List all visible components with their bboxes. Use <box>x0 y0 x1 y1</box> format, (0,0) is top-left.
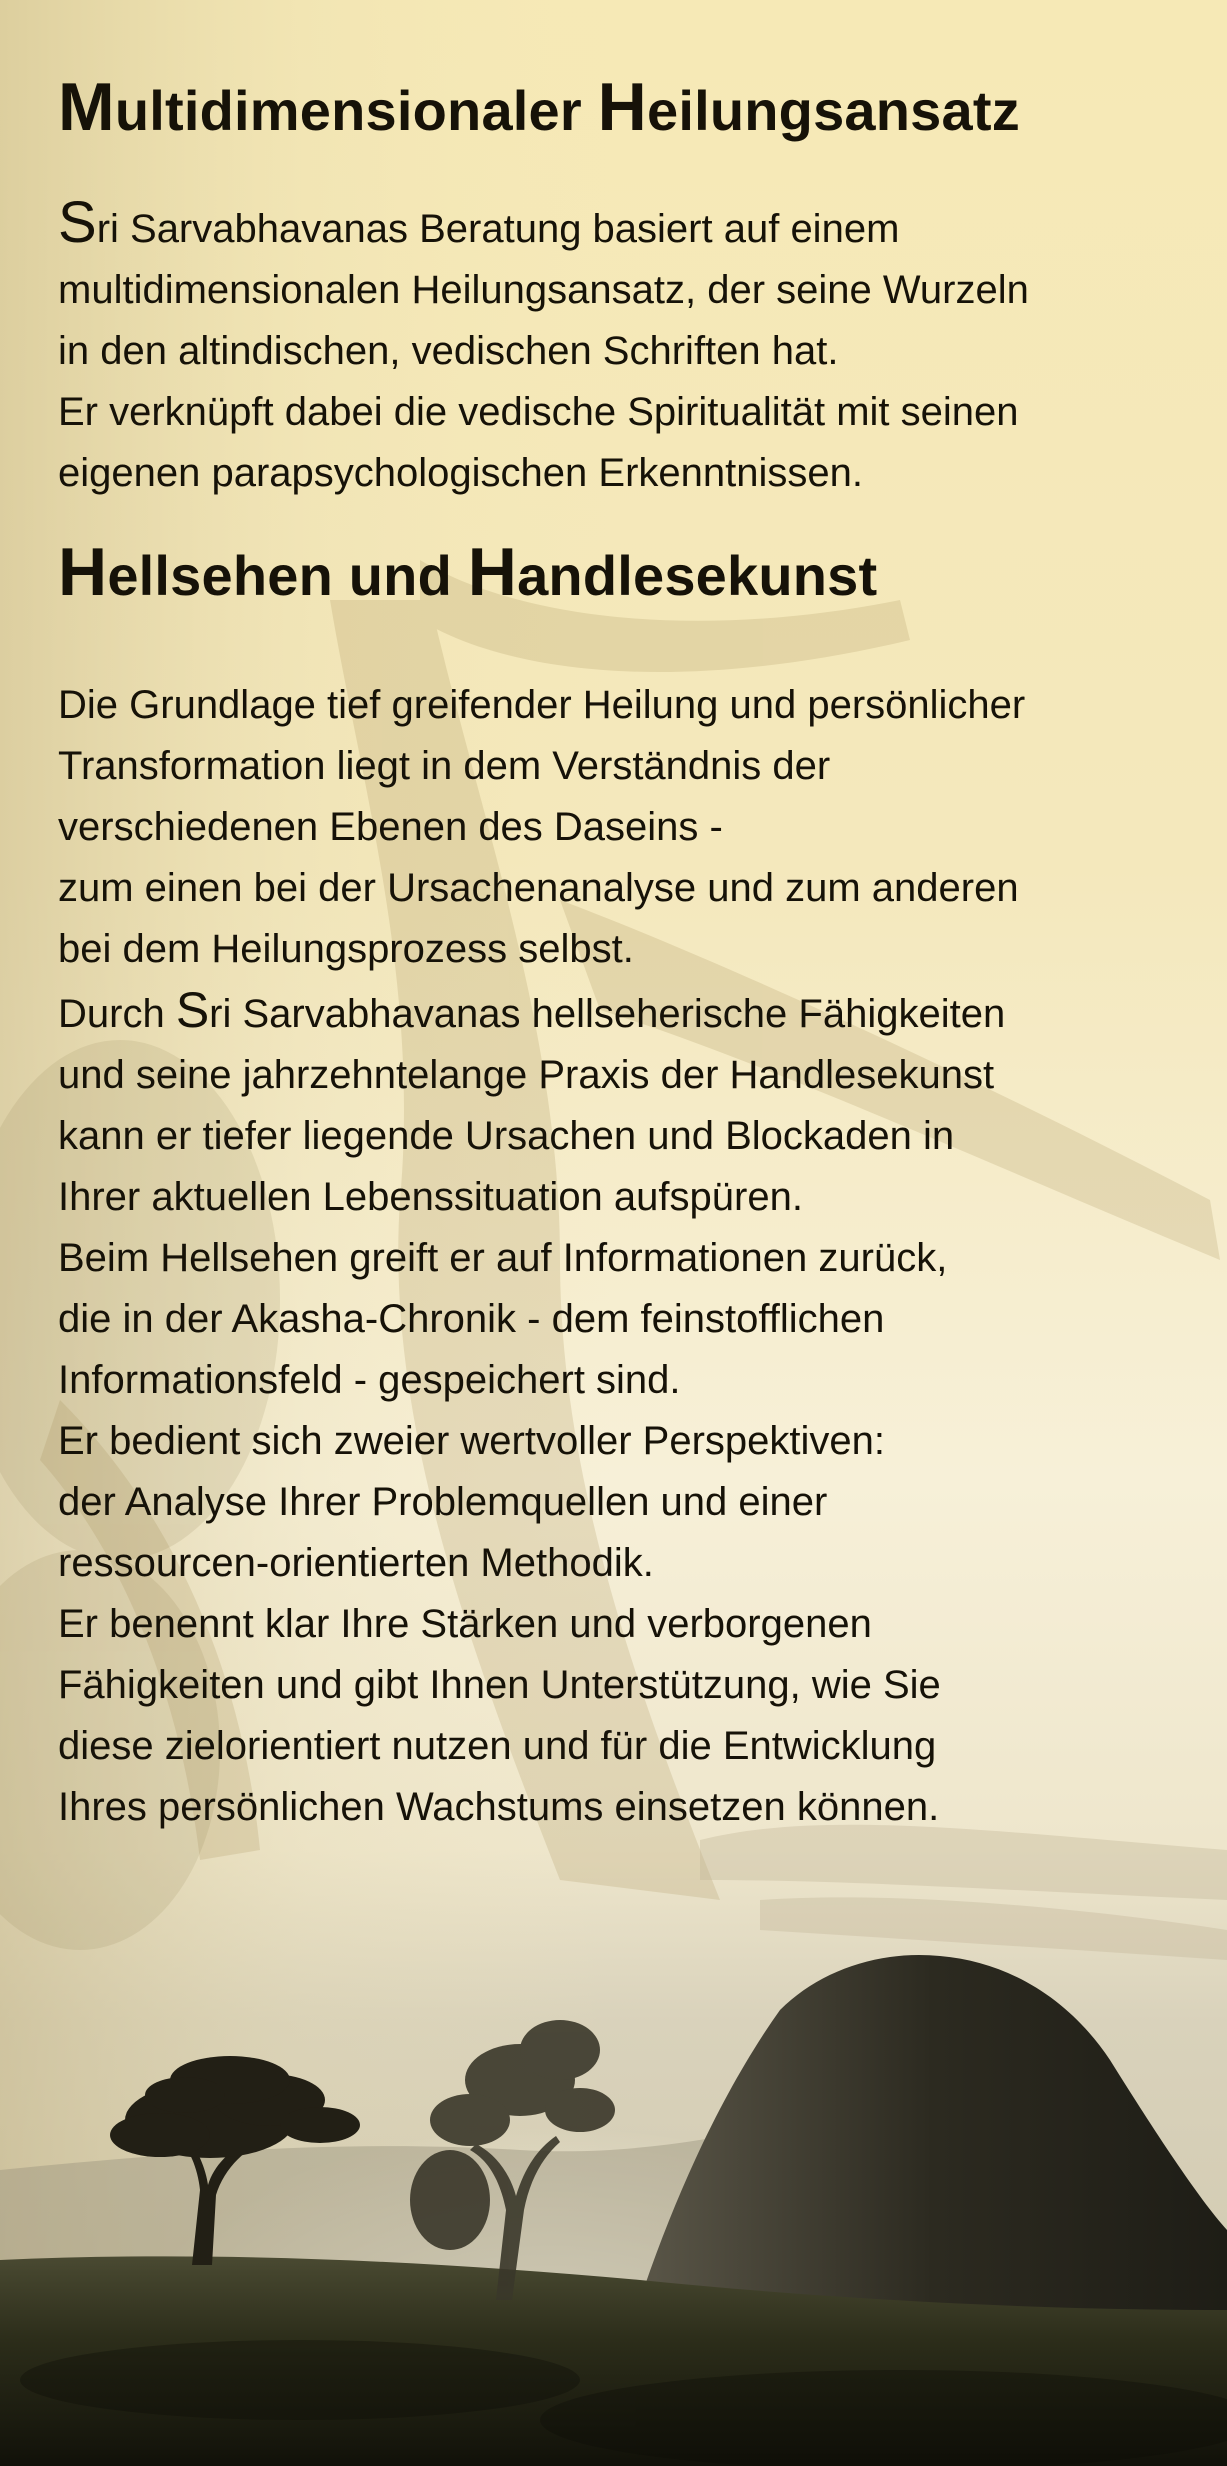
section2-line-1: Transformation liegt in dem Verständnis der <box>58 744 831 788</box>
section1-line-4: eigenen parapsychologischen Erkenntnissen. <box>58 451 863 495</box>
section1-line-3: Er verknüpft dabei die vedische Spiritualität mit seinen <box>58 390 1019 434</box>
section1-drop-initial: S <box>58 190 97 255</box>
section2-line-after-4: die in der Akasha-Chronik - dem feinstofflichen <box>58 1297 885 1341</box>
section2-line-sri-initial: S <box>175 982 210 1038</box>
section1-line-1: multidimensionalen Heilungsansatz, der seine Wurzeln <box>58 268 1029 312</box>
section2-line-2: verschiedenen Ebenen des Daseins - <box>58 805 723 849</box>
section2-line-after-11: diese zielorientiert nutzen und für die Entwicklung <box>58 1724 937 1768</box>
section1-line-0 <box>58 192 1178 260</box>
section2-line-after-12: Ihres persönlichen Wachstums einsetzen können. <box>58 1785 940 1829</box>
section2-title-initial-2: H <box>467 534 518 610</box>
section2-title-rest-2: andlesekunst <box>517 544 878 607</box>
section2-paragraph <box>58 675 1178 1838</box>
section2-line-0: Die Grundlage tief greifender Heilung und persönlicher <box>58 683 1026 727</box>
section1-paragraph <box>58 192 1178 504</box>
section2-line-after-9: Er benennt klar Ihre Stärken und verborgenen <box>58 1602 872 1646</box>
section2-line-after-6: Er bedient sich zweier wertvoller Perspektiven: <box>58 1419 886 1463</box>
section2-line-after-8: ressourcen-orientierten Methodik. <box>58 1541 654 1585</box>
section2-title-rest-1: ellsehen und <box>107 544 468 607</box>
section2-line-3: zum einen bei der Ursachenanalyse und zum anderen <box>58 866 1019 910</box>
section2-line-after-1: kann er tiefer liegende Ursachen und Blockaden in <box>58 1114 955 1158</box>
section2-line-sri-rest: ri Sarvabhavanas hellseherische Fähigkeiten <box>209 992 1006 1036</box>
section2-line-sri <box>58 980 1178 1045</box>
section2-line-after-5: Informationsfeld - gespeichert sind. <box>58 1358 681 1402</box>
text-content <box>58 62 1178 1838</box>
section1-line-2: in den altindischen, vedischen Schriften hat. <box>58 329 839 373</box>
section2-line-after-0: und seine jahrzehntelange Praxis der Handlesekunst <box>58 1053 995 1097</box>
section2-line-sri-prefix: Durch <box>58 992 176 1036</box>
section1-title <box>58 62 1178 156</box>
section2-line-4: bei dem Heilungsprozess selbst. <box>58 927 634 971</box>
section2-line-after-2: Ihrer aktuellen Lebenssituation aufspüren. <box>58 1175 803 1219</box>
section1-line-0-text: ri Sarvabhavanas Beratung basiert auf einem <box>96 207 900 251</box>
section2-line-after-3: Beim Hellsehen greift er auf Informationen zurück, <box>58 1236 948 1280</box>
section1-title-initial-1: M <box>58 69 115 145</box>
section2-line-after-7: der Analyse Ihrer Problemquellen und einer <box>58 1480 828 1524</box>
section2-line-after-10: Fähigkeiten und gibt Ihnen Unterstützung, wie Sie <box>58 1663 941 1707</box>
section2-title-initial-1: H <box>58 534 108 610</box>
section2-title <box>58 527 1178 621</box>
section1-title-rest-2: eilungsansatz <box>646 79 1020 142</box>
section1-title-rest-1: ultidimensionaler <box>114 79 598 142</box>
section1-title-initial-2: H <box>597 69 647 145</box>
